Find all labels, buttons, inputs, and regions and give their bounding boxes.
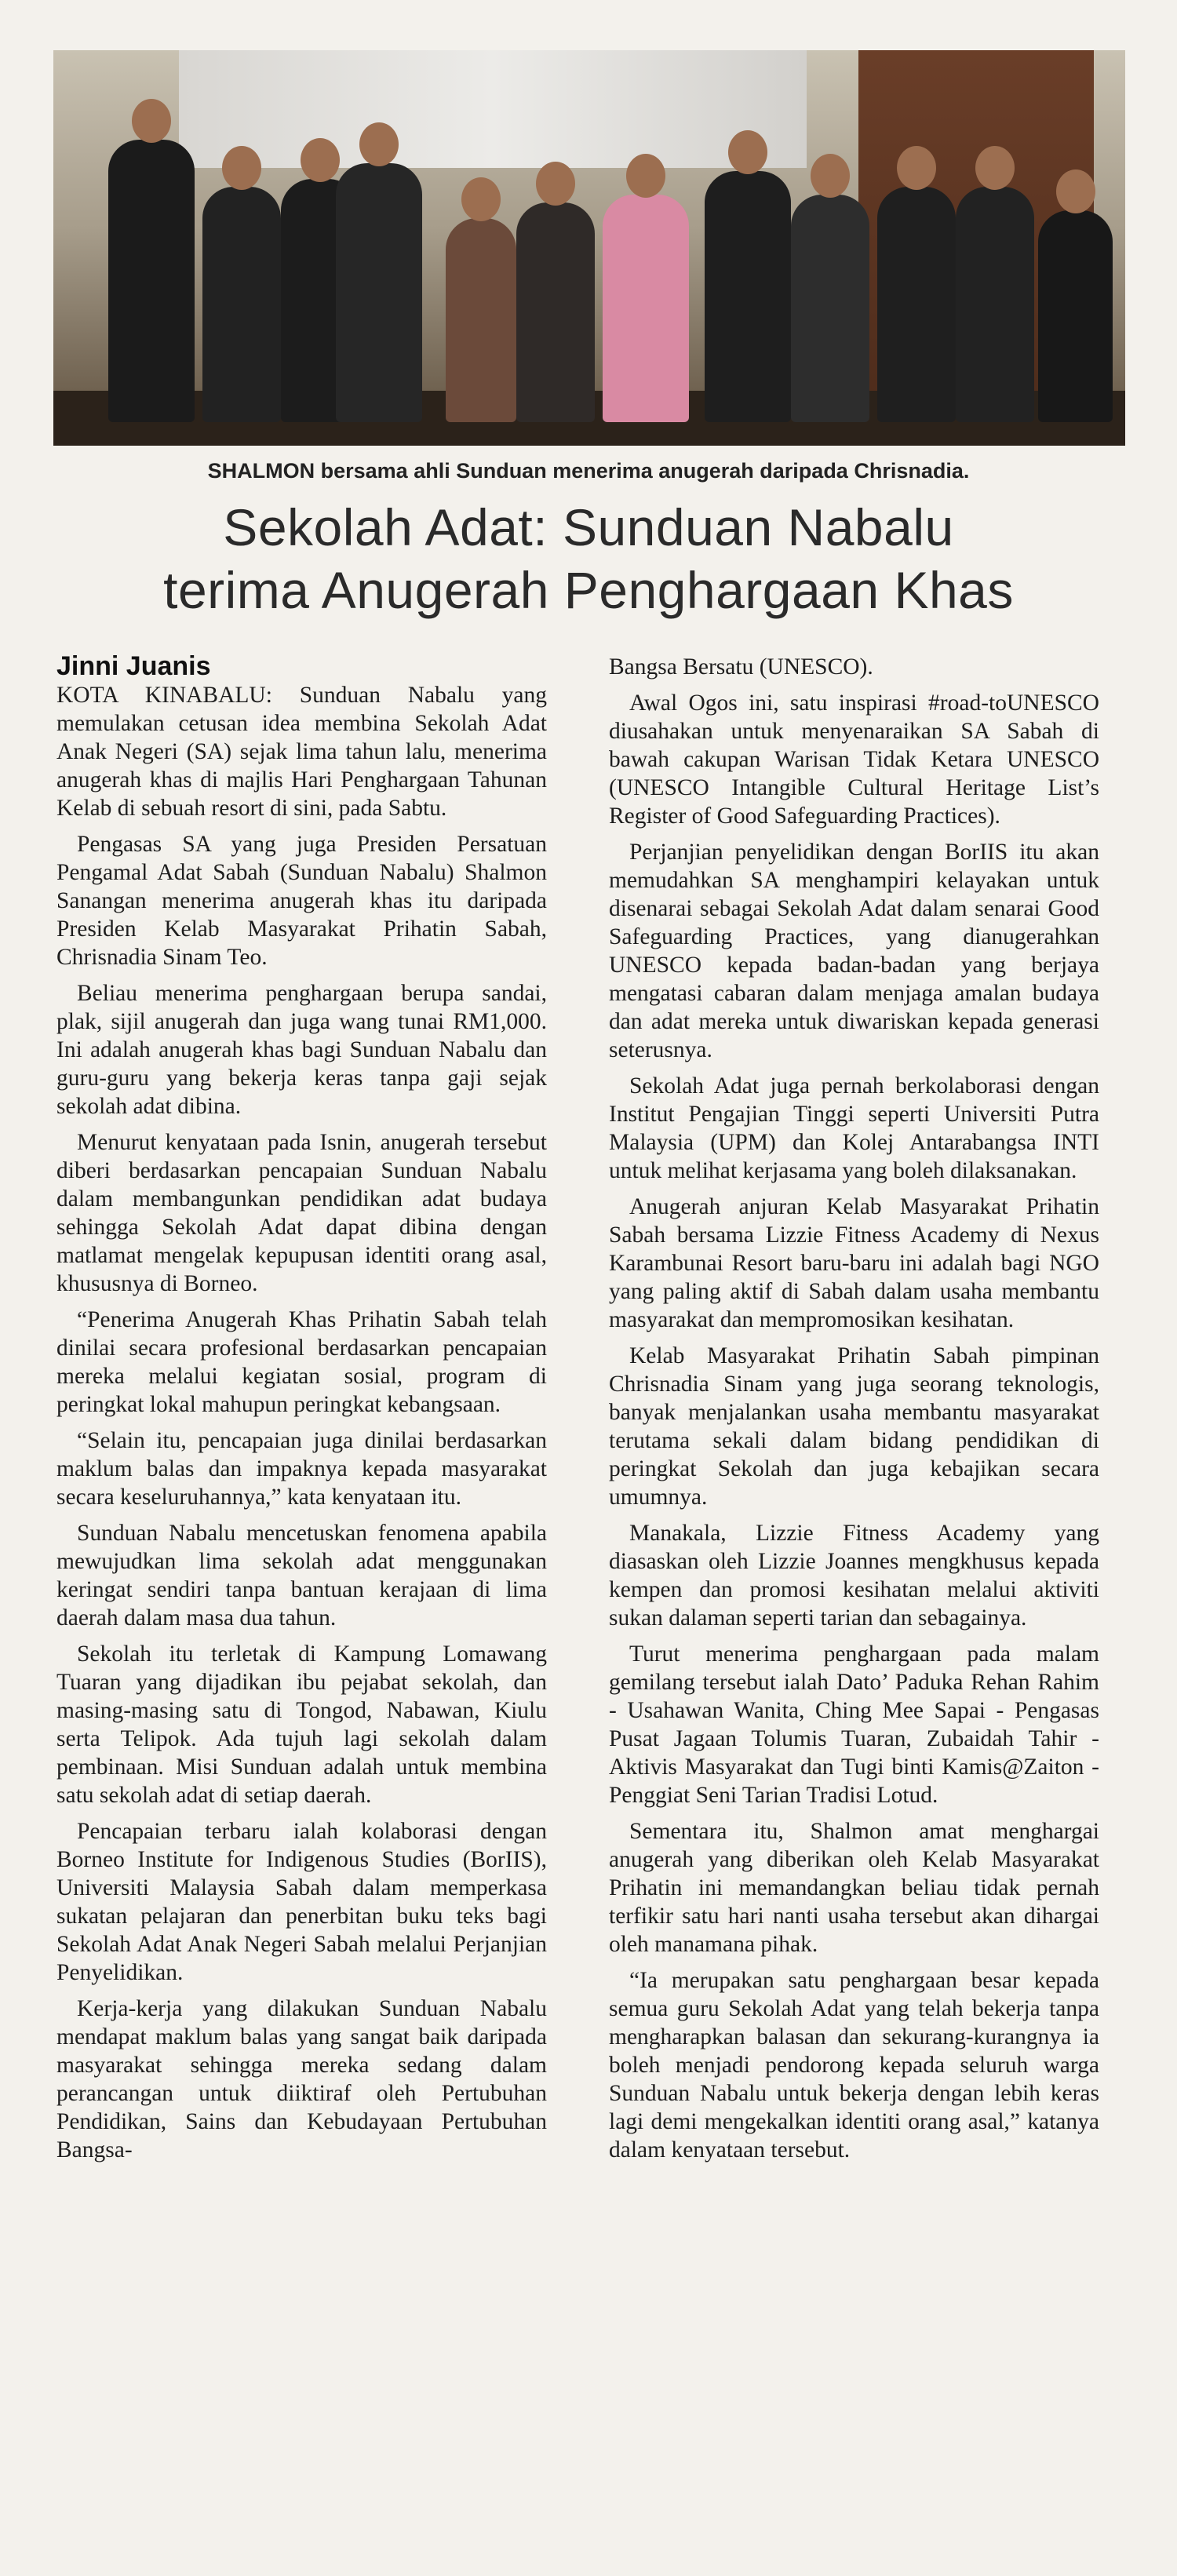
paragraph: Sekolah Adat juga pernah berkolaborasi dengan Institut Pengajian Tinggi seperti Universiti Putra Malaysia (UPM) dan Kolej Antarabangsa INTI untuk melihat kerjasama yang boleh dilaksanakan.: [609, 1073, 1099, 1183]
photo-person: [956, 187, 1034, 422]
photo-person: [108, 140, 195, 422]
paragraph: “Selain itu, pencapaian juga dinilai berdasarkan maklum balas dan impaknya kepada masyarakat secara keseluruhannya,” kata kenyataan itu.: [56, 1428, 547, 1510]
paragraph: Beliau menerima penghargaan berupa sandai, plak, sijil anugerah dan juga wang tunai RM1,000. Ini adalah anugerah khas bagi Sunduan Nabalu dan guru-guru yang bekerja keras tanpa gaji sejak sekolah adat dibina.: [56, 981, 547, 1119]
photo-backdrop: [179, 50, 807, 168]
paragraph: Sekolah itu terletak di Kampung Lomawang Tuaran yang dijadikan ibu pejabat sekolah, dan masing-masing satu di Tongod, Nabawan, Kiulu serta Telipok. Ada tujuh lagi sekolah dalam pembinaan. Misi Sunduan adalah untuk membina satu sekolah adat di setiap daerah.: [56, 1641, 547, 1808]
photo-person: [791, 195, 869, 422]
photo-person: [1038, 210, 1113, 422]
right-column: [609, 653, 1099, 2172]
left-column: [56, 681, 547, 2172]
paragraph: Pencapaian terbaru ialah kolaborasi dengan Borneo Institute for Indigenous Studies (BorIIS), Universiti Malaysia Sabah dalam memperkasa sukatan pelajaran dan penerbitan buku teks bagi Sekolah Adat Anak Negeri Sabah melalui Perjanjian Penyelidikan.: [56, 1819, 547, 1985]
paragraph: KOTA KINABALU: Sunduan Nabalu yang memulakan cetusan idea membina Sekolah Adat Anak Negeri (SA) sejak lima tahun lalu, menerima anugerah khas di majlis Hari Penghargaan Tahunan Kelab di sebuah resort di sini, pada Sabtu.: [56, 683, 547, 821]
headline-line-1: Sekolah Adat: Sunduan Nabalu: [223, 498, 954, 556]
paragraph: Pengasas SA yang juga Presiden Persatuan Pengamal Adat Sabah (Sunduan Nabalu) Shalmon Sanangan menerima anugerah khas itu daripada Presiden Kelab Masyarakat Prihatin Sabah, Chrisnadia Sinam Teo.: [56, 832, 547, 970]
photo-person: [516, 202, 595, 422]
headline-line-2: terima Anugerah Penghargaan Khas: [163, 561, 1014, 619]
photo-caption: SHALMON bersama ahli Sunduan menerima anugerah daripada Chrisnadia.: [207, 459, 970, 483]
paragraph: Bangsa Bersatu (UNESCO).: [609, 654, 873, 680]
paragraph: Sementara itu, Shalmon amat menghargai anugerah yang diberikan oleh Kelab Masyarakat Prihatin ini memandangkan beliau tidak pernah terfikir satu hari nanti usaha tersebut akan dihargai oleh manamana pihak.: [609, 1819, 1099, 1957]
photo-person: [336, 163, 422, 422]
paragraph: Sunduan Nabalu mencetuskan fenomena apabila mewujudkan lima sekolah adat menggunakan keringat sendiri tanpa bantuan kerajaan di lima daerah dalam masa dua tahun.: [56, 1521, 547, 1630]
award-ceremony-photo: [53, 50, 1125, 446]
photo-person: [202, 187, 281, 422]
paragraph: Awal Ogos ini, satu inspirasi #road-toUNESCO diusahakan untuk menyenaraikan SA Sabah di bawah cakupan Warisan Tidak Ketara UNESCO (UNESCO Intangible Cultural Heritage List’s Register of Good Safeguarding Practices).: [609, 690, 1099, 829]
paragraph: Perjanjian penyelidikan dengan BorIIS itu akan memudahkan SA menghampiri kelayakan untuk disenarai sebagai Sekolah Adat dalam senarai Good Safeguarding Practices, yang dianugerahkan UNESCO kepada badan-badan yang berjaya mengatasi cabaran dalam menjaga amalan budaya dan adat mereka untuk diwariskan kepada generasi seterusnya.: [609, 840, 1099, 1062]
paragraph: “Ia merupakan satu penghargaan besar kepada semua guru Sekolah Adat yang telah bekerja tanpa mengharapkan balasan dan sekurang-kurangnya ia boleh menjadi pendorong kepada seluruh warga Sunduan Nabalu untuk bekerja dengan lebih keras lagi demi mengekalkan identiti orang asal,” katanya dalam kenyataan tersebut.: [609, 1968, 1099, 2162]
headline: [0, 496, 1177, 621]
paragraph: Manakala, Lizzie Fitness Academy yang diasaskan oleh Lizzie Joannes mengkhusus kepada kempen dan promosi kesihatan melalui aktiviti sukan dalaman seperti tarian dan sebagainya.: [609, 1521, 1099, 1630]
paragraph: Kelab Masyarakat Prihatin Sabah pimpinan Chrisnadia Sinam yang juga seorang teknologis, banyak menjalankan usaha membantu masyarakat terutama sekali dalam bidang pendidikan di peringkat Sekolah dan juga kebajikan secara umumnya.: [609, 1343, 1099, 1510]
paragraph: Kerja-kerja yang dilakukan Sunduan Nabalu mendapat maklum balas yang sangat baik daripada masyarakat sehingga mereka sedang dalam perancangan untuk diiktiraf oleh Pertubuhan Pendidikan, Sains dan Kebudayaan Pertubuhan Bangsa-: [56, 1996, 547, 2162]
photo-person: [877, 187, 956, 422]
paragraph: Turut menerima penghargaan pada malam gemilang tersebut ialah Dato’ Paduka Rehan Rahim - Usahawan Wanita, Ching Mee Sapai - Pengasas Pusat Jagaan Tolumis Tuaran, Zubaidah Tahir - Aktivis Masyarakat dan Tugi binti Kamis@Zaiton - Penggiat Seni Tarian Tradisi Lotud.: [609, 1641, 1099, 1808]
paragraph: “Penerima Anugerah Khas Prihatin Sabah telah dinilai secara profesional berdasarkan pencapaian mereka melalui kegiatan sosial, program di peringkat lokal mahupun peringkat kebangsaan.: [56, 1307, 547, 1417]
paragraph: Anugerah anjuran Kelab Masyarakat Prihatin Sabah bersama Lizzie Fitness Academy di Nexus Karambunai Resort baru-baru ini adalah bagi NGO yang paling aktif di Sabah dalam usaha membantu masyarakat dan mempromosikan kesihatan.: [609, 1194, 1099, 1332]
author-byline: Jinni Juanis: [56, 651, 211, 681]
photo-person: [603, 195, 689, 422]
photo-person: [705, 171, 791, 422]
photo-person: [446, 218, 516, 422]
paragraph: Menurut kenyataan pada Isnin, anugerah tersebut diberi berdasarkan pencapaian Sunduan Nabalu dalam membangunkan pendidikan adat budaya sehingga Sekolah Adat dapat dibina dengan matlamat mengelak kepupusan identiti orang asal, khususnya di Borneo.: [56, 1130, 547, 1296]
